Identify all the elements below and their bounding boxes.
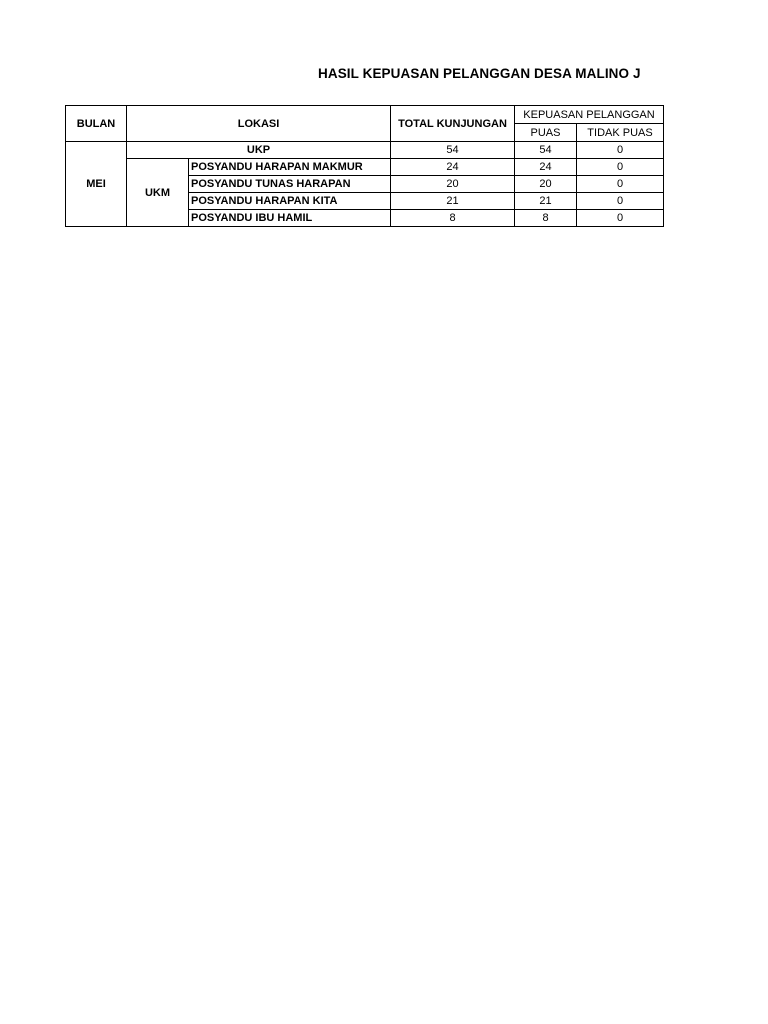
puas-cell: 20 xyxy=(515,176,577,193)
month-cell: MEI xyxy=(66,142,127,227)
location-cell: UKP xyxy=(127,142,391,159)
tidak-puas-cell: 0 xyxy=(577,142,664,159)
header-lokasi: LOKASI xyxy=(127,106,391,142)
total-cell: 21 xyxy=(391,193,515,210)
header-puas: PUAS xyxy=(515,124,577,142)
tidak-puas-cell: 0 xyxy=(577,210,664,227)
puas-cell: 8 xyxy=(515,210,577,227)
header-kepuasan-pelanggan: KEPUASAN PELANGGAN xyxy=(515,106,664,124)
location-cell: POSYANDU HARAPAN KITA xyxy=(189,193,391,210)
table-row xyxy=(66,159,664,176)
location-cell: POSYANDU IBU HAMIL xyxy=(189,210,391,227)
header-tidak-puas: TIDAK PUAS xyxy=(577,124,664,142)
satisfaction-table xyxy=(65,105,664,227)
table-row xyxy=(66,142,664,159)
total-cell: 8 xyxy=(391,210,515,227)
location-cell: POSYANDU HARAPAN MAKMUR xyxy=(189,159,391,176)
total-cell: 20 xyxy=(391,176,515,193)
total-cell: 24 xyxy=(391,159,515,176)
location-cell: POSYANDU TUNAS HARAPAN xyxy=(189,176,391,193)
header-total-kunjungan: TOTAL KUNJUNGAN xyxy=(391,106,515,142)
tidak-puas-cell: 0 xyxy=(577,159,664,176)
tidak-puas-cell: 0 xyxy=(577,176,664,193)
puas-cell: 24 xyxy=(515,159,577,176)
header-bulan: BULAN xyxy=(66,106,127,142)
tidak-puas-cell: 0 xyxy=(577,193,664,210)
report-title: HASIL KEPUASAN PELANGGAN DESA MALINO J xyxy=(318,66,641,81)
header-row-1 xyxy=(66,106,664,124)
puas-cell: 21 xyxy=(515,193,577,210)
ukm-group-cell: UKM xyxy=(127,159,189,227)
puas-cell: 54 xyxy=(515,142,577,159)
total-cell: 54 xyxy=(391,142,515,159)
